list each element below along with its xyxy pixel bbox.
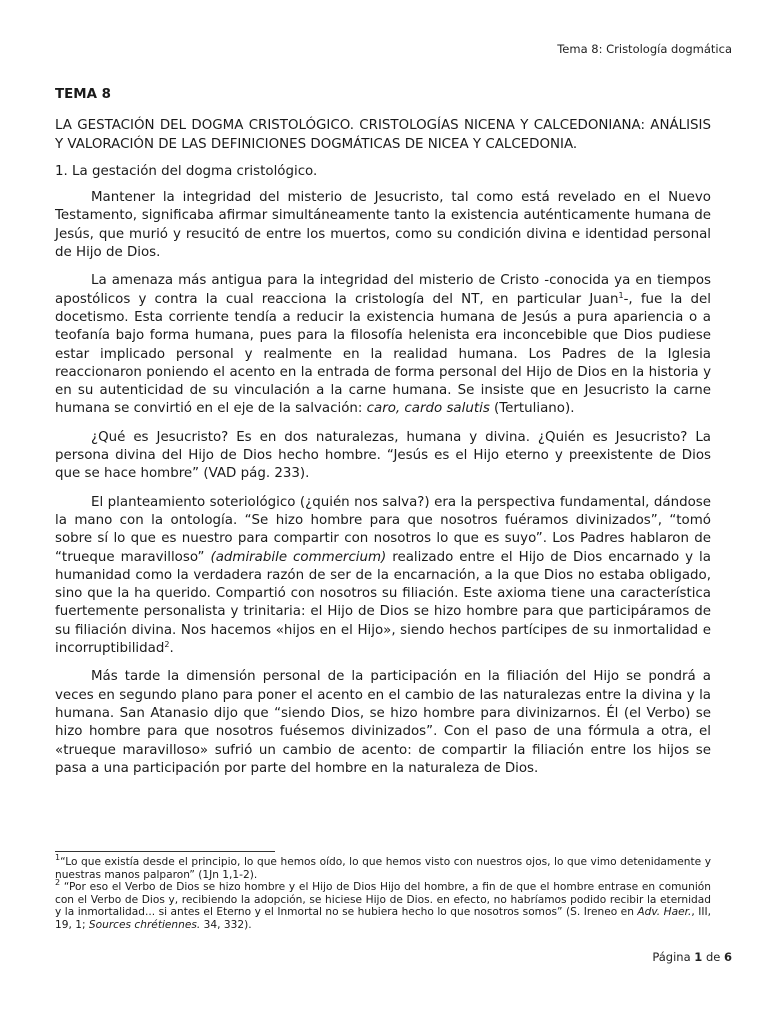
footnote-divider bbox=[55, 851, 275, 852]
running-header: Tema 8: Cristología dogmática bbox=[557, 42, 732, 56]
footnote-1: $^1$“Lo que existía desde el principio, lo que hemos oído, lo que hemos visto con nuestros ojos, lo que vimo detenidamente y nuestras manos palparon” (1Jn 1,1-2). bbox=[55, 853, 711, 881]
footnotes bbox=[55, 853, 711, 932]
document-title: TEMA 8 bbox=[55, 87, 111, 102]
paragraph: Mantener la integridad del misterio de Jesucristo, tal como está revelado en el Nuevo Testamento, significaba afirmar simultáneamente tanto la existencia auténticamente humana de Jesús, que murió y resucitó de entre los muertos, como su condición divina e identidad personal de Hijo de Dios. bbox=[55, 190, 711, 261]
paragraph: ¿Qué es Jesucristo? Es en dos naturalezas, humana y divina. ¿Quién es Jesucristo? La persona divina del Hijo de Dios hecho hombre. “Jesús es el Hijo eterno y preexistente de Dios que se hace hombre” (VAD pág. 233). bbox=[55, 429, 711, 482]
paragraph: La amenaza más antigua para la integridad del misterio de Cristo -conocida ya en tiempos apostólicos y contra la cual reacciona la cristología del NT, en particular Juan$^1$-, fue la del docetismo. Esta corriente tendía a reducir la existencia humana de Jesús a pura apariencia o a teofanía bajo forma humana, pues para la filosofía helenista era inconcebible que Dios pudiese estar implicado personal y realmente en la realidad humana. Los Padres de la Iglesia reaccionaron poniendo el acento en la entrada de forma personal del Hijo de Dios en la historia y en su autenticidad de su vinculación a la carne humana. Se insiste que en Jesucristo la carne humana se convirtió en el eje de la salvación: caro, cardo salutis (Tertuliano). bbox=[55, 273, 711, 417]
paragraph: Más tarde la dimensión personal de la participación en la filiación del Hijo se pondrá a veces en segundo plano para poner el acento en el cambio de las naturalezas entre la divina y la humana. San Atanasio dijo que “siendo Dios, se hizo hombre para divinizarnos. Él (el Verbo) se hizo hombre para que nosotros fuésemos divinizados”. Con el paso de una fórmula a otra, el «trueque maravilloso» sufrió un cambio de acento: de compartir la filiación entre los hijos se pasa a una participación por parte del hombre en la naturaleza de Dios. bbox=[55, 669, 711, 776]
footnote-2: $^2$ “Por eso el Verbo de Dios se hizo hombre y el Hijo de Dios Hijo del hombre, a fin de que el hombre entrase en comunión con el Verbo de Dios y, recibiendo la adopción, se hiciese Hijo de Dios. en efecto, no habríamos podido recibir la eternidad y la inmortalidad... si antes el Eterno y el Inmortal no se hubiera hecho lo que nosotros somos” (S. Ireneo en Adv. Haer., III, 19, 1; Sources chrétiennes. 34, 332). bbox=[55, 878, 711, 931]
footnote-ref[interactable]: 1 bbox=[618, 290, 624, 300]
section-heading: 1. La gestación del dogma cristológico. bbox=[55, 163, 318, 179]
document-subtitle: LA GESTACIÓN DEL DOGMA CRISTOLÓGICO. CRISTOLOGÍAS NICENA Y CALCEDONIANA: ANÁLISIS Y VALORACIÓN DE LAS DEFINICIONES DOGMÁTICAS DE NICEA Y CALCEDONIA. bbox=[55, 118, 711, 152]
document-body bbox=[55, 86, 711, 788]
paragraph: El planteamiento soteriológico (¿quién nos salva?) era la perspectiva fundamental, dándose la mano con la ontología. “Se hizo hombre para que nosotros fuéramos divinizados”, “tomó sobre sí lo que es nuestro para compartir con nosotros lo que es suyo”. Los Padres hablaron de “trueque maravilloso” (admirabile commercium) realizado entre el Hijo de Dios encarnado y la humanidad como la verdadera razón de ser de la encarnación, a la que Dios no estaba obligado, sino que la ha querido. Compartió con nosotros su filiación. Este axioma tiene una característica fuertemente personalista y trinitaria: el Hijo de Dios se hizo hombre para que participáramos de su filiación divina. Nos hacemos «hijos en el Hijo», siendo hechos partícipes de su inmortalidad e incorruptibilidad$^2$. bbox=[55, 494, 711, 657]
page-number: Página 1 de 6 bbox=[652, 950, 732, 964]
footnote-ref[interactable]: 2 bbox=[164, 640, 170, 650]
